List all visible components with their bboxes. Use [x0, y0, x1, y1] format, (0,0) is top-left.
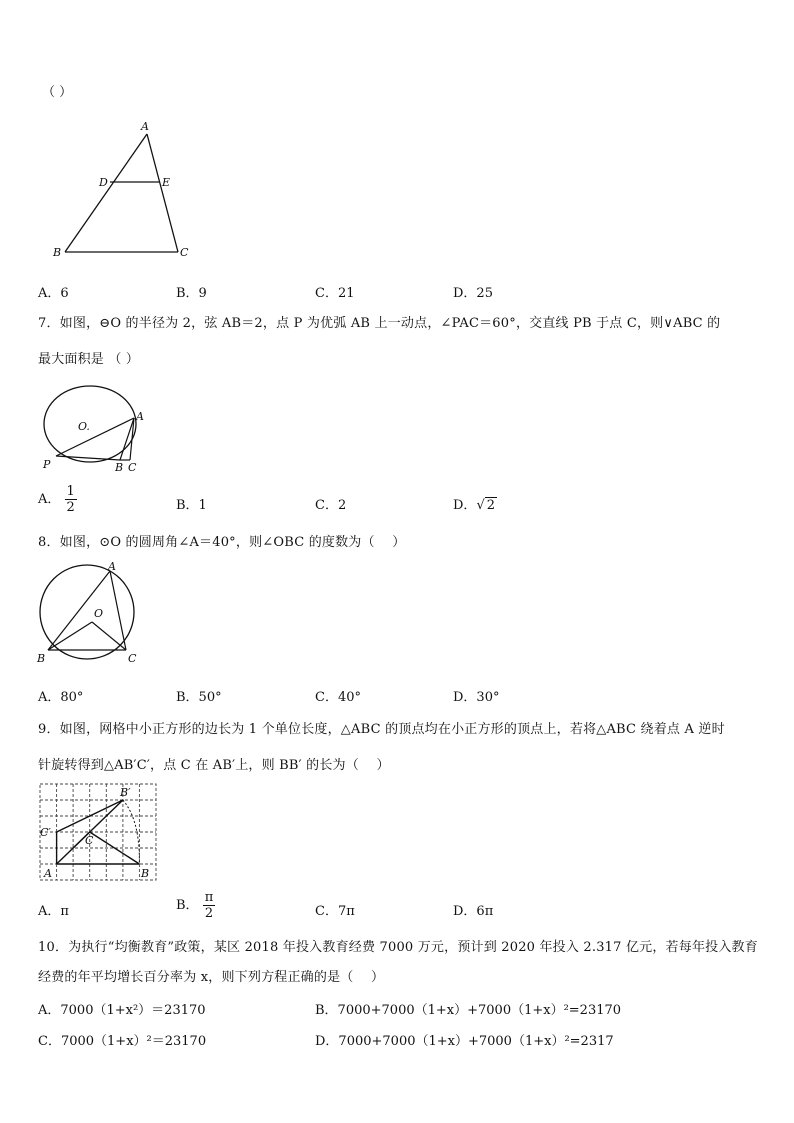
option-d: D．30° [453, 690, 500, 705]
label-c-prime: C′ [40, 826, 51, 839]
fraction-one-half [65, 484, 77, 515]
option-b: B．50° [176, 690, 222, 705]
label-b: B [37, 652, 46, 665]
numerator: π [204, 890, 214, 905]
option-a-label: A． [38, 492, 61, 507]
question-10-text: 10．为执行“均衡教育”政策，某区 2018 年投入教育经费 7000 万元，预计到 2020 年投入 2.317 亿元，若每年投入教育 [38, 940, 758, 955]
option-c: C．7π [315, 904, 355, 919]
option-b: B．9 [176, 286, 207, 301]
fraction-pi-half [203, 890, 216, 921]
option-a: A．7000（1+x²）＝23170 [38, 1003, 206, 1018]
label-b: B [141, 867, 150, 880]
label-a: A [136, 410, 144, 423]
question-7-text: 7．如图，⊖O 的半径为 2，弦 AB＝2，点 P 为优弧 AB 上一动点，∠PAC＝60°，交直线 PB 于点 C，则∨ABC 的 [38, 316, 721, 331]
label-e: E [162, 176, 171, 189]
option-b [176, 890, 215, 921]
option-b-label: B． [176, 898, 199, 913]
denominator: 2 [66, 500, 75, 515]
radicand: 2 [486, 498, 496, 513]
option-d: D．7000+7000（1+x）+7000（1+x）²=2317 [315, 1034, 614, 1049]
question-9-text: 9．如图，网格中小正方形的边长为 1 个单位长度，△ABC 的顶点均在小正方形的顶点上，若将△ABC 绕着点 A 逆时 [38, 722, 725, 737]
label-a: A [108, 560, 116, 573]
circle-pab-figure [38, 382, 153, 477]
option-d [453, 494, 497, 513]
option-c: C．21 [315, 286, 355, 301]
grid-rotation-figure [36, 780, 160, 886]
option-b: B．7000+7000（1+x）+7000（1+x）²=23170 [315, 1003, 622, 1018]
label-p: P [43, 458, 51, 471]
option-a: A．80° [38, 690, 84, 705]
numerator: 1 [66, 484, 75, 499]
option-d-label: D． [453, 498, 477, 513]
question-8-text: 8．如图，⊙O 的圆周角∠A＝40°，则∠OBC 的度数为（ ） [38, 535, 406, 550]
answer-bracket: （ ） [42, 85, 73, 100]
option-a [38, 484, 77, 515]
option-b: B．1 [176, 498, 207, 513]
label-o: O [94, 607, 104, 620]
option-a: A．π [38, 904, 69, 919]
label-o: O. [78, 420, 90, 433]
label-c: C [180, 246, 189, 259]
label-c: C [128, 652, 137, 665]
option-c: C．7000（1+x）²＝23170 [38, 1034, 207, 1049]
option-c: C．2 [315, 498, 347, 513]
label-a: A [44, 867, 52, 880]
option-d: D．6π [453, 904, 494, 919]
question-10-text-cont: 经费的年平均增长百分率为 x，则下列方程正确的是（ ） [38, 970, 385, 985]
inscribed-angle-figure [34, 560, 146, 670]
square-root: √ 2 [476, 498, 496, 513]
question-9-text-cont: 针旋转得到△AB′C′，点 C 在 AB′上，则 BB′ 的长为（ ） [38, 758, 390, 773]
question-7-text-cont: 最大面积是 （ ） [38, 352, 140, 367]
label-b: B [53, 246, 62, 259]
option-d: D．25 [453, 286, 493, 301]
label-c: C [85, 834, 94, 847]
denominator: 2 [204, 906, 214, 921]
option-c: C．40° [315, 690, 361, 705]
label-a: A [141, 120, 149, 133]
label-b-prime: B′ [120, 786, 131, 799]
label-c: C [128, 461, 137, 474]
triangle-ade-figure [50, 118, 200, 260]
label-d: D [99, 176, 108, 189]
label-b: B [115, 461, 124, 474]
option-a: A．6 [38, 286, 69, 301]
